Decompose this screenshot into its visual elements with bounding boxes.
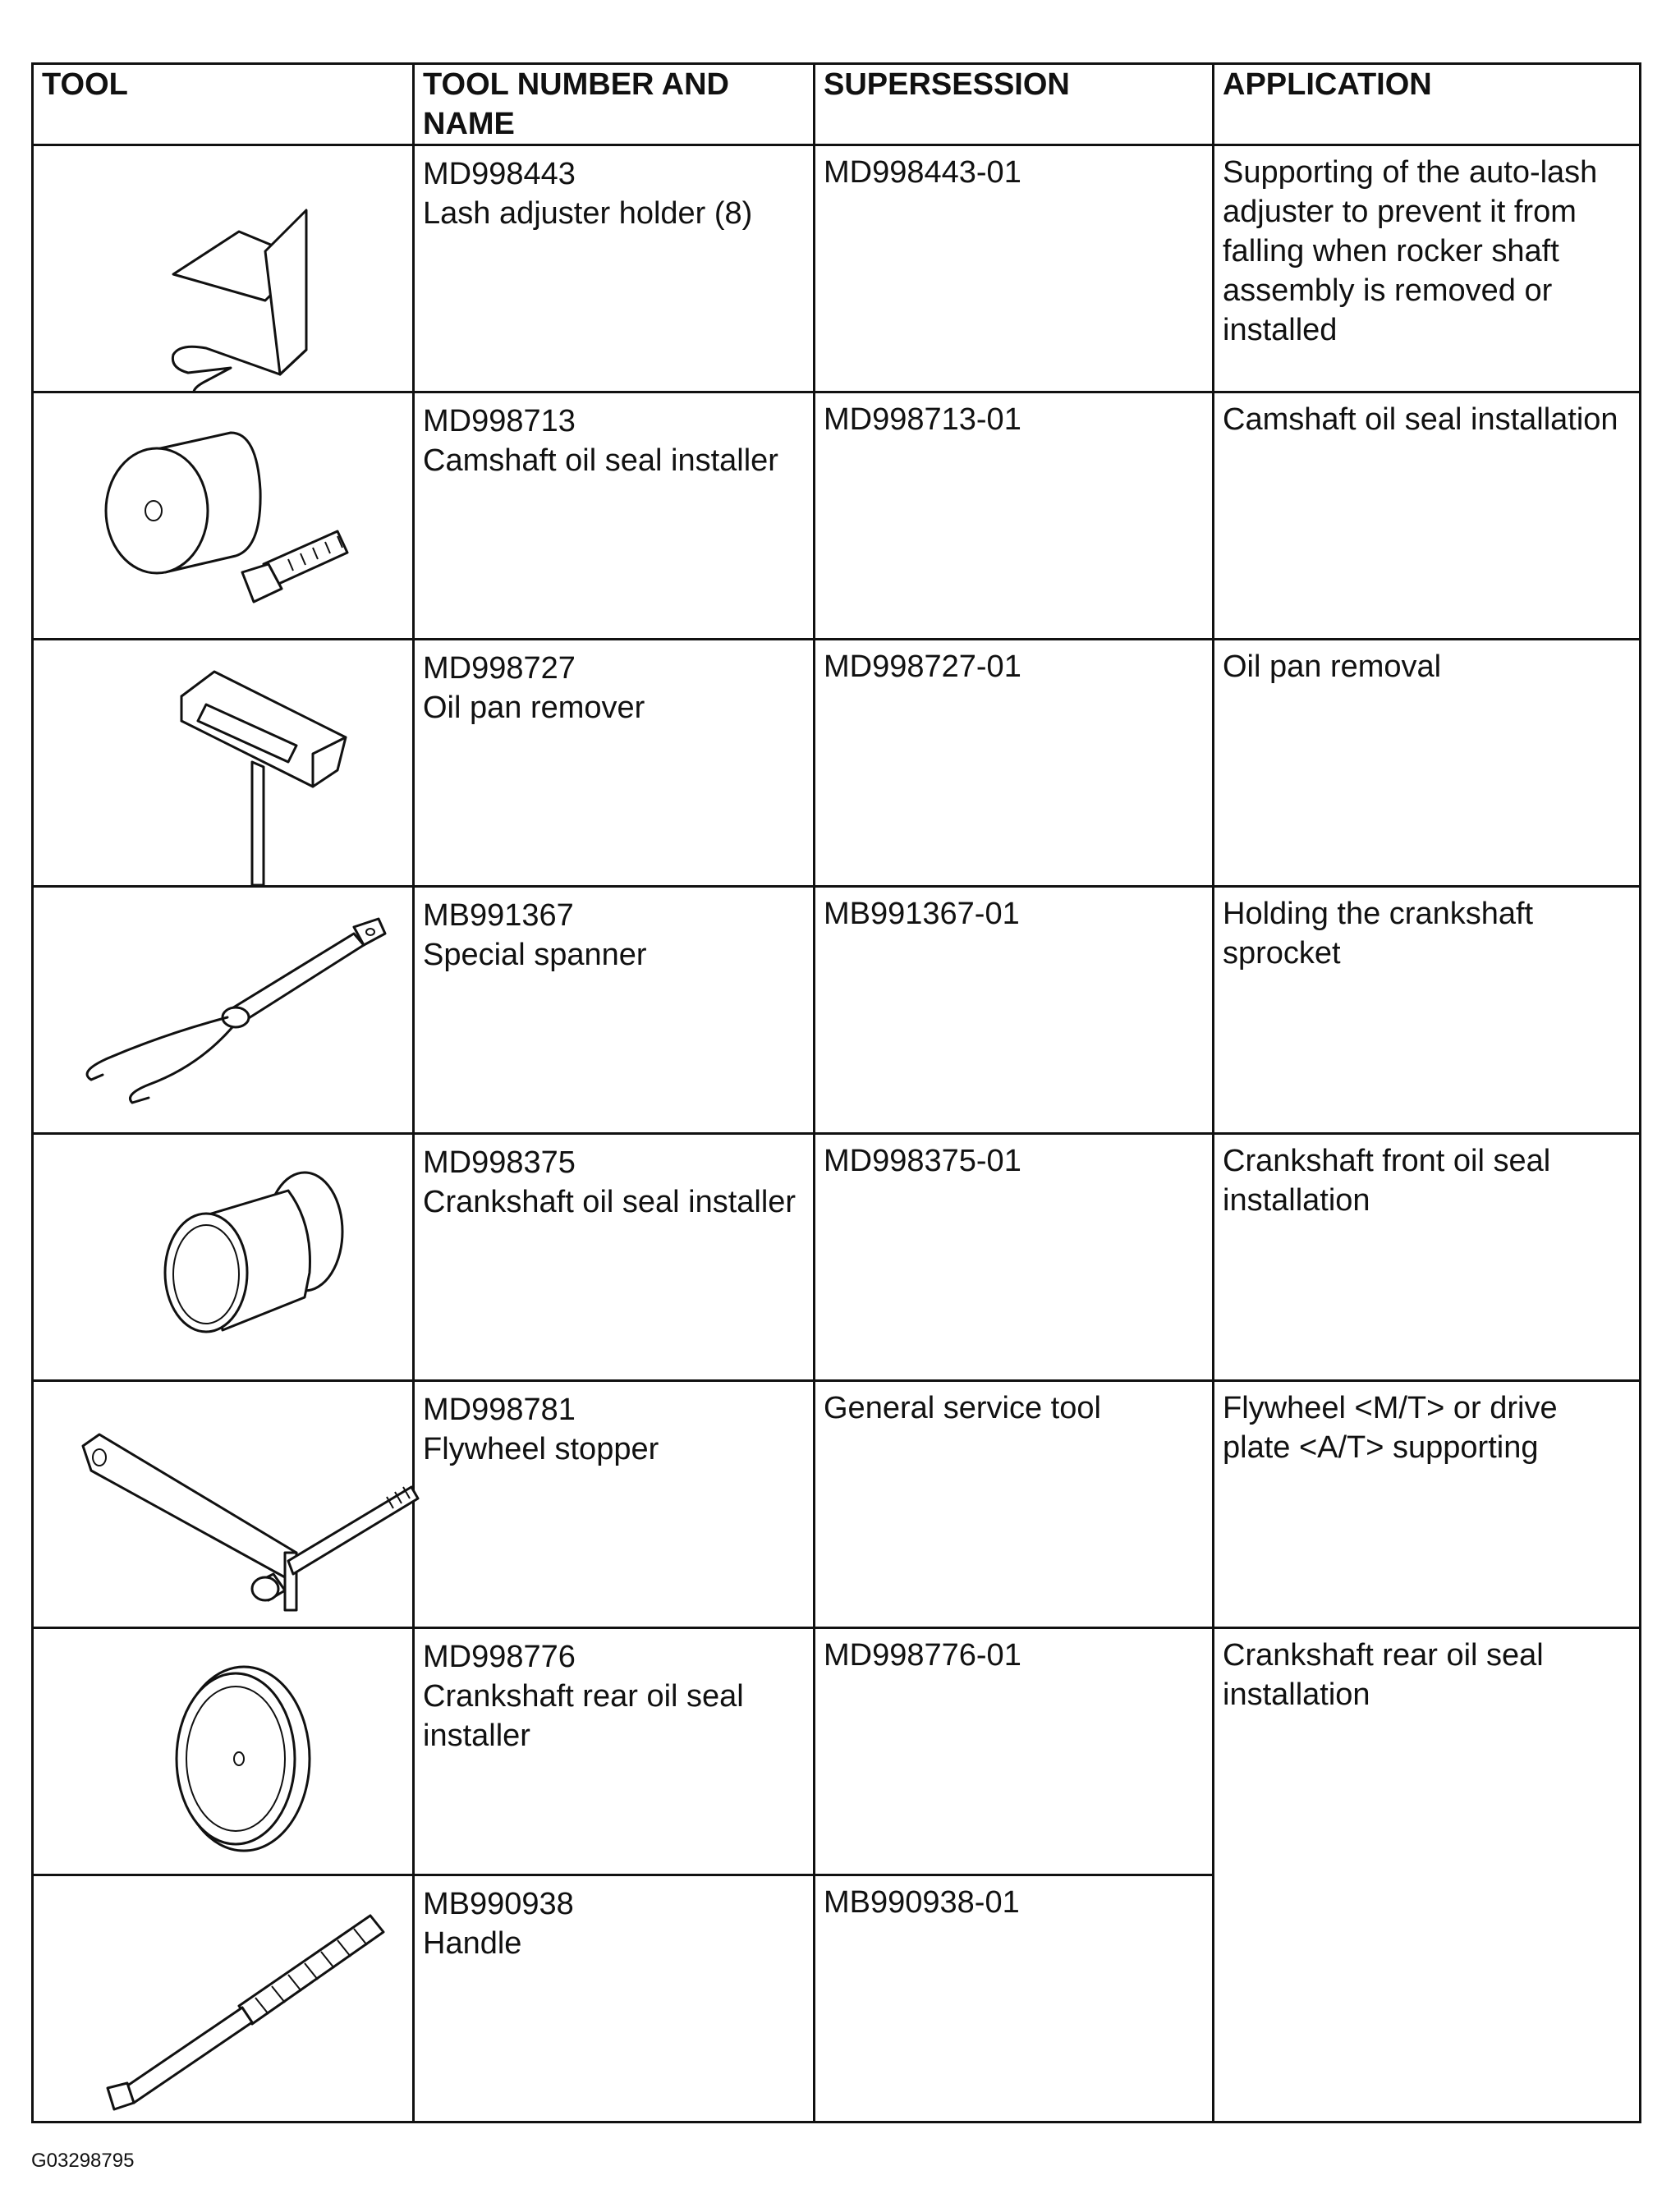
table-header-row [33,64,1641,145]
tool-number-name-cell [414,145,815,392]
camshaft-seal-installer-icon [42,400,423,638]
application-cell: Holding the crankshaft sprocket [1214,887,1641,1134]
tool-name: Handle [423,1926,522,1961]
oil-pan-remover-icon [42,647,423,885]
tool-illustration-cell [33,1381,414,1628]
tool-name: Crankshaft oil seal installer [423,1185,796,1219]
tool-illustration-cell [33,640,414,887]
tool-number-name-cell [414,392,815,640]
tool-number: MD998781 [423,1393,576,1427]
tool-name: Flywheel stopper [423,1432,659,1466]
tool-illustration-cell [33,1875,414,2123]
tool-name: Special spanner [423,938,647,972]
table-row [33,392,1641,640]
special-tools-table [31,62,1641,2123]
tool-illustration-cell [33,887,414,1134]
tool-name: Crankshaft rear oil seal installer [423,1679,744,1753]
tool-number: MB990938 [423,1887,574,1921]
supersession-cell: MB990938-01 [815,1875,1214,2123]
supersession-cell: MD998713-01 [815,392,1214,640]
table-row [33,887,1641,1134]
special-spanner-icon [42,894,423,1132]
tool-illustration-cell [33,145,414,392]
tool-number-name-cell [414,1875,815,2123]
supersession-cell: MD998776-01 [815,1628,1214,1875]
application-cell: Flywheel <M/T> or drive plate <A/T> supporting [1214,1381,1641,1628]
application-cell: Crankshaft rear oil seal installation [1214,1628,1641,2123]
handle-icon [42,1883,423,2121]
table-row [33,1628,1641,1875]
supersession-cell: MD998727-01 [815,640,1214,887]
supersession-cell: MB991367-01 [815,887,1214,1134]
supersession-cell: MD998443-01 [815,145,1214,392]
lash-adjuster-holder-icon [42,153,423,391]
table-row [33,1134,1641,1381]
tool-number-name-cell [414,1134,815,1381]
tool-number: MD998713 [423,404,576,438]
tool-number: MB991367 [423,898,574,933]
tool-number: MD998375 [423,1145,576,1180]
crankshaft-seal-installer-icon [42,1141,423,1379]
supersession-cell: General service tool [815,1381,1214,1628]
application-cell: Supporting of the auto-lash adjuster to prevent it from falling when rocker shaft assembly is removed or installed [1214,145,1641,392]
tool-illustration-cell [33,1134,414,1381]
application-cell: Oil pan removal [1214,640,1641,887]
special-tools-sheet [31,62,1639,2123]
tool-number: MD998776 [423,1640,576,1674]
tool-number: MD998727 [423,651,576,686]
tool-illustration-cell [33,1628,414,1875]
header-tool-number-name: TOOL NUMBER AND NAME [414,64,815,145]
tool-name: Lash adjuster holder (8) [423,196,753,231]
tool-illustration-cell [33,392,414,640]
supersession-cell: MD998375-01 [815,1134,1214,1381]
application-cell: Crankshaft front oil seal installation [1214,1134,1641,1381]
table-row [33,640,1641,887]
tool-number: MD998443 [423,157,576,191]
header-application: APPLICATION [1214,64,1641,145]
header-supersession: SUPERSESSION [815,64,1214,145]
application-cell: Camshaft oil seal installation [1214,392,1641,640]
table-row [33,1381,1641,1628]
tool-number-name-cell [414,640,815,887]
figure-id: G03298795 [31,2150,135,2172]
tool-name: Oil pan remover [423,691,645,725]
rear-seal-installer-icon [42,1636,423,1874]
tool-number-name-cell [414,1628,815,1875]
table-row [33,145,1641,392]
tool-number-name-cell [414,887,815,1134]
tool-name: Camshaft oil seal installer [423,443,778,478]
flywheel-stopper-icon [42,1388,423,1627]
header-tool: TOOL [33,64,414,145]
tool-number-name-cell [414,1381,815,1628]
